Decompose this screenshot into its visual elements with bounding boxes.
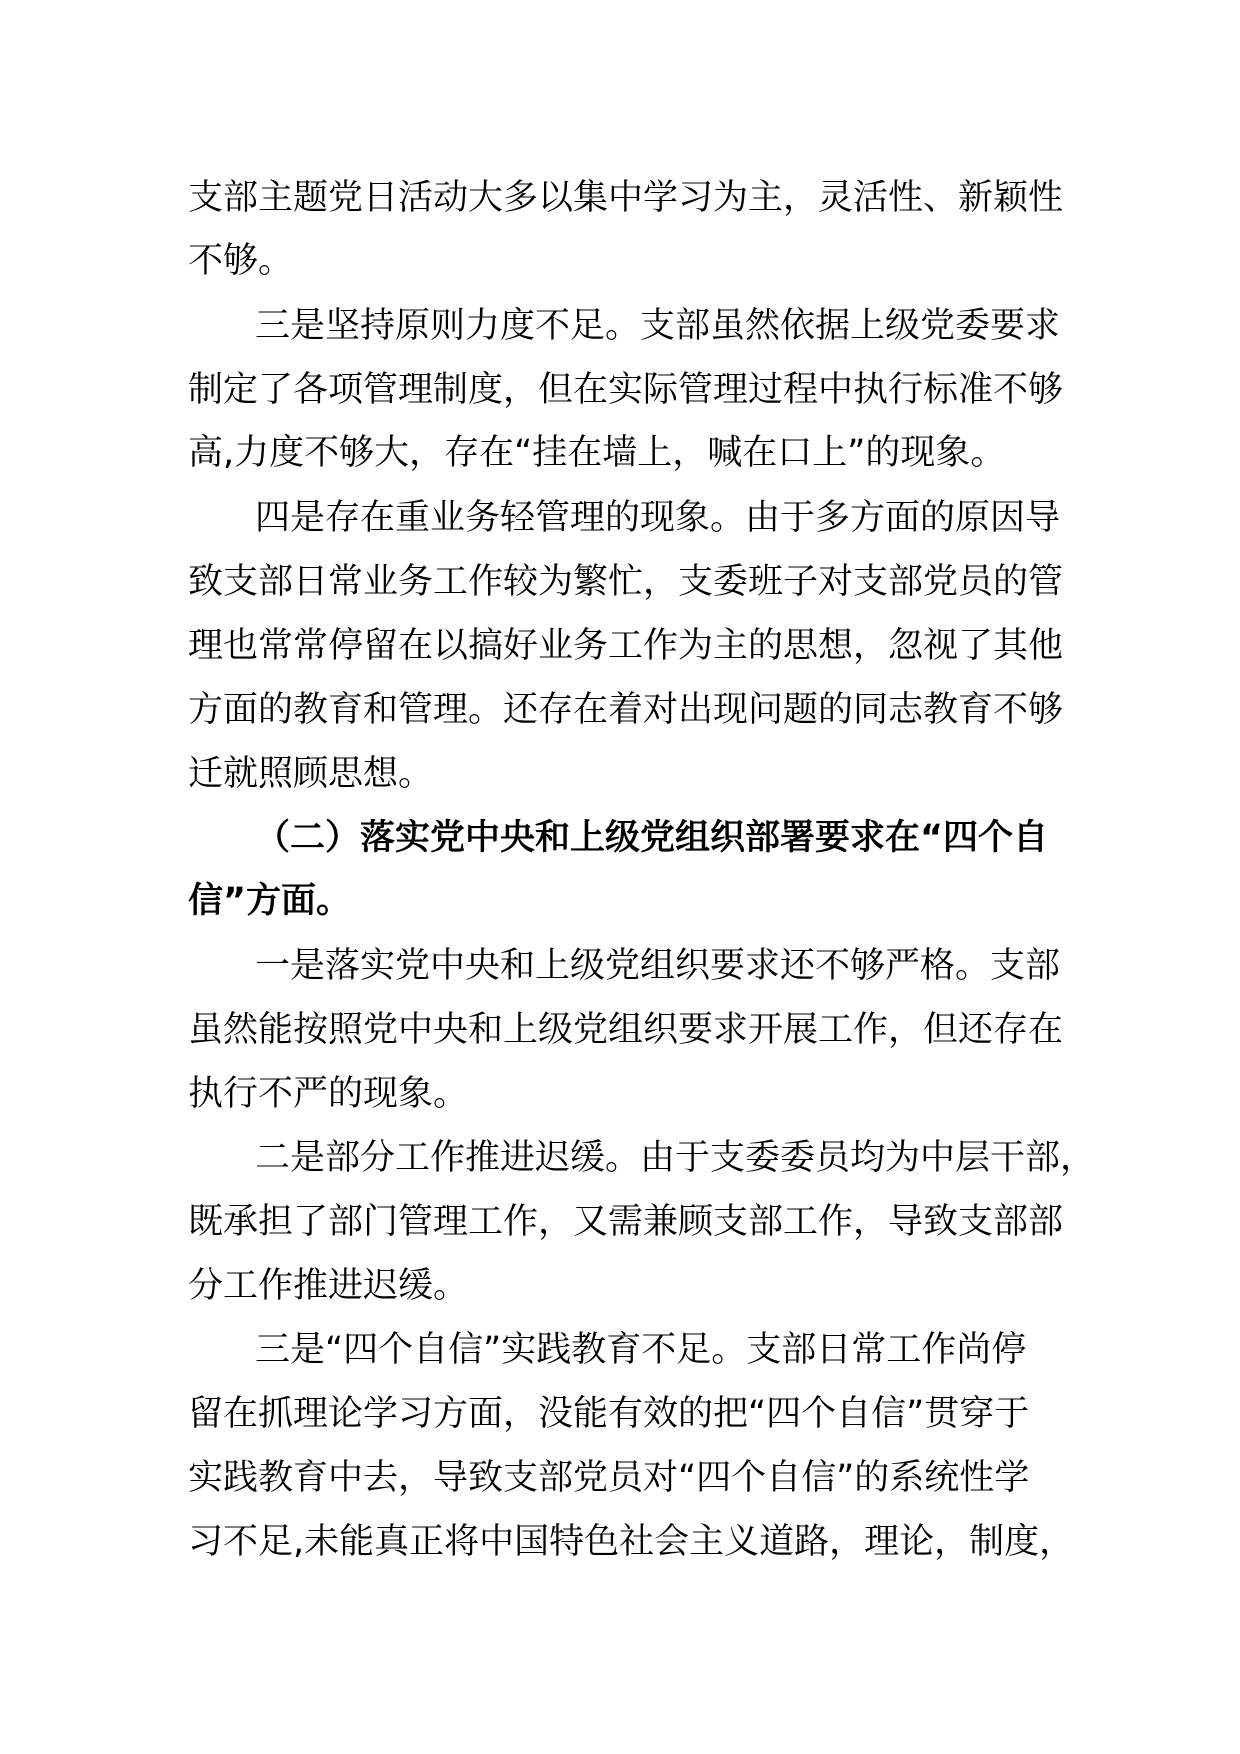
text-line: 不够。: [188, 241, 294, 281]
text-line: 三是坚持原则力度不足。支部虽然依据上级党委要求: [255, 306, 1061, 346]
text-line: 理也常常停留在以搞好业务工作为主的思想，忽视了其他: [188, 626, 1064, 666]
text-line: 留在抓理论学习方面，没能有效的把“四个自信”贯穿于: [188, 1394, 1030, 1434]
text-line: 制定了各项管理制度，但在实际管理过程中执行标准不够: [188, 370, 1064, 410]
section-heading: （二）落实党中央和上级党组织部署要求在“四个自: [255, 818, 1049, 858]
text-line: 致支部日常业务工作较为繁忙，支委班子对支部党员的管: [188, 562, 1064, 602]
text-line: 习不足,未能真正将中国特色社会主义道路，理论，制度，: [188, 1522, 1075, 1562]
text-line: 迁就照顾思想。: [188, 754, 434, 794]
text-line: 既承担了部门管理工作，又需兼顾支部工作，导致支部部: [188, 1202, 1064, 1242]
text-line: 实践教育中去，导致支部党员对“四个自信”的系统性学: [188, 1458, 1030, 1498]
text-line: 虽然能按照党中央和上级党组织要求开展工作，但还存在: [188, 1010, 1064, 1050]
text-line: 四是存在重业务轻管理的现象。由于多方面的原因导: [255, 498, 1061, 538]
text-line: 三是“四个自信”实践教育不足。支部日常工作尚停: [255, 1330, 1027, 1370]
text-line: 高,力度不够大，存在“挂在墙上，喊在口上”的现象。: [188, 433, 1006, 473]
text-line: 二是部分工作推进迟缓。由于支委委员均为中层干部，: [255, 1138, 1096, 1178]
text-line: 方面的教育和管理。还存在着对出现问题的同志教育不够: [188, 690, 1064, 730]
section-heading: 信”方面。: [188, 881, 352, 921]
text-line: 执行不严的现象。: [188, 1074, 469, 1114]
text-line: 一是落实党中央和上级党组织要求还不够严格。支部: [255, 946, 1061, 986]
text-line: 支部主题党日活动大多以集中学习为主，灵活性、新颖性: [188, 178, 1064, 218]
text-line: 分工作推进迟缓。: [188, 1266, 469, 1306]
